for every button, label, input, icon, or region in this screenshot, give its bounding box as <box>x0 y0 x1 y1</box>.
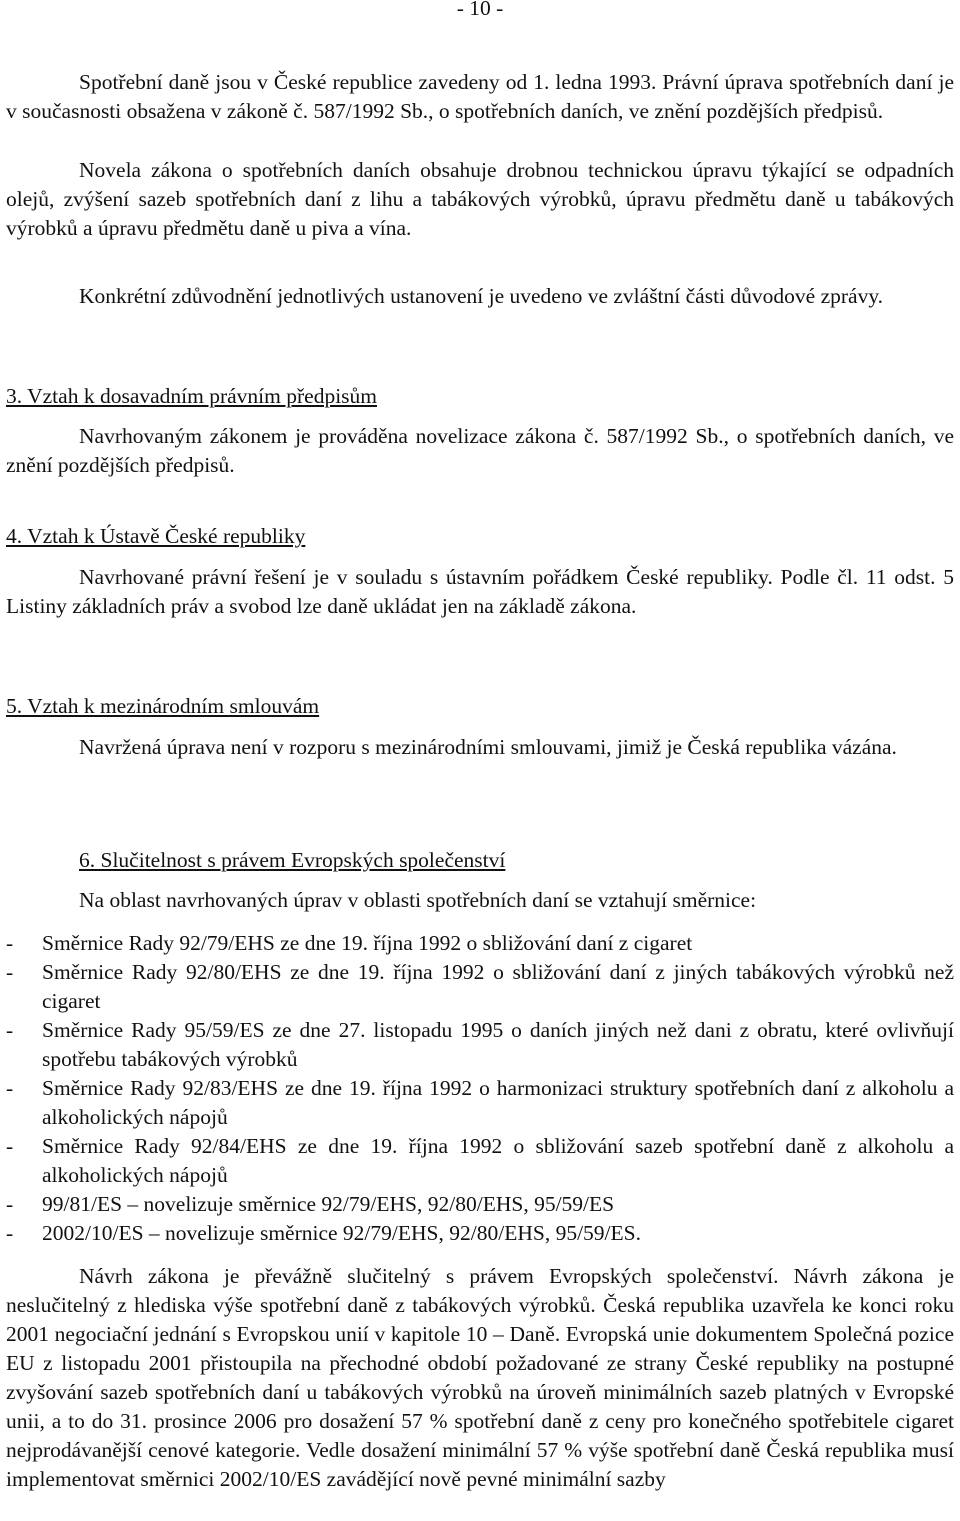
paragraph-directives-intro: Na oblast navrhovaných úprav v oblasti spotřebních daní se vztahují směrnice: <box>79 888 757 912</box>
list-item: - 99/81/ES – novelizuje směrnice 92/79/EHS, 92/80/EHS, 95/59/ES <box>6 1192 615 1216</box>
list-item: - Směrnice Rady 92/79/EHS ze dne 19. října 1992 o sbližování daní z cigaret <box>6 931 693 955</box>
paragraph-section-4: Navrhované právní řešení je v souladu s ústavním pořádkem České republiky. Podle čl. 11 odst. 5 Listiny základních práv a svobod lze daně ukládat jen na základě zákona. <box>6 565 954 618</box>
paragraph-justification-note: Konkrétní zdůvodnění jednotlivých ustanovení je uvedeno ve zvláštní části důvodové zprávy. <box>79 284 884 308</box>
paragraph-eu-compatibility: Návrh zákona je převážně slučitelný s právem Evropských společenství. Návrh zákona je neslučitelný z hlediska výše spotřební daně z tabákových výrobků. Česká republika uzavřela ke konci roku 2001 negociační jednání s Evropskou unií v kapitole 10 – Daně. Evropská unie dokumentem Společná pozice EU z listopadu 2001 přistoupila na přechodné období požadované ze strany České republiky na postupné zvyšování sazeb spotřebních daní u tabákových výrobků na úroveň minimálních sazeb platných v Evropské unii, a to do 31. prosince 2006 pro dosažení 57 % spotřební daně z ceny pro konečného spotřebitele cigaret nejprodávanější cenové kategorie. Vedle dosažení minimální 57 % výše spotřební daně Česká republika musí implementovat směrnici 2002/10/ES zavádějící nově pevné minimální sazby <box>6 1264 954 1491</box>
paragraph-section-3: Navrhovaným zákonem je prováděna novelizace zákona č. 587/1992 Sb., o spotřebních daních, ve znění pozdějších předpisů. <box>6 424 954 477</box>
list-item: - 2002/10/ES – novelizuje směrnice 92/79/EHS, 92/80/EHS, 95/59/ES. <box>6 1221 641 1245</box>
list-item: - Směrnice Rady 92/80/EHS ze dne 19. října 1992 o sbližování daní z jiných tabákových výrobků než cigaret <box>6 960 954 1013</box>
heading-section-5: 5. Vztah k mezinárodním smlouvám <box>6 694 320 718</box>
paragraph-section-5: Navržená úprava není v rozporu s mezinárodními smlouvami, jimiž je Česká republika vázána. <box>79 735 897 759</box>
list-item: - Směrnice Rady 95/59/ES ze dne 27. listopadu 1995 o daních jiných než dani z obratu, které ovlivňují spotřebu tabákových výrobků <box>6 1018 954 1071</box>
page-number: - 10 - <box>456 0 504 20</box>
heading-section-6: 6. Slučitelnost s právem Evropských společenství <box>79 848 506 872</box>
list-item: - Směrnice Rady 92/84/EHS ze dne 19. října 1992 o sbližování sazeb spotřební daně z alkoholu a alkoholických nápojů <box>6 1134 954 1187</box>
paragraph-excise-intro: Spotřební daně jsou v České republice zavedeny od 1. ledna 1993. Právní úprava spotřebních daní je v současnosti obsažena v zákoně č. 587/1992 Sb., o spotřebních daních, ve znění pozdějších předpisů. <box>6 70 954 123</box>
heading-section-4: 4. Vztah k Ústavě České republiky <box>6 524 306 548</box>
directives-list <box>6 929 954 1248</box>
paragraph-amendment-summary: Novela zákona o spotřebních daních obsahuje drobnou technickou úpravu týkající se odpadních olejů, zvýšení sazeb spotřebních daní z lihu a tabákových výrobků, úpravu předmětu daně u tabákových výrobků a úpravu předmětu daně u piva a vína. <box>6 158 954 240</box>
list-item: - Směrnice Rady 92/83/EHS ze dne 19. října 1992 o harmonizaci struktury spotřebních daní z alkoholu a alkoholických nápojů <box>6 1076 954 1129</box>
heading-section-3: 3. Vztah k dosavadním právním předpisům <box>6 384 378 408</box>
